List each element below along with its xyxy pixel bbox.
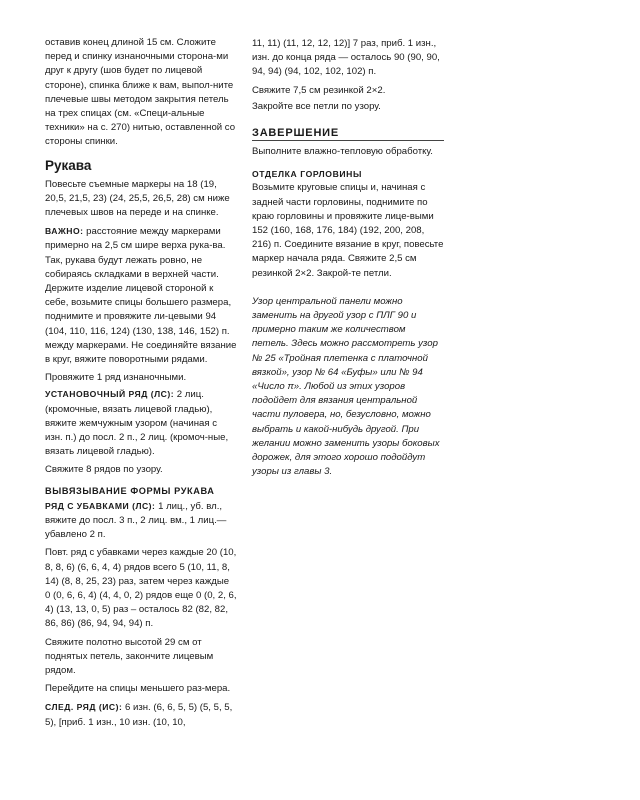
important-paragraph (45, 224, 237, 367)
setup-row-label: УСТАНОВОЧНЫЙ РЯД (ЛС): (45, 389, 175, 400)
finishing-heading: ЗАВЕРШЕНИЕ (252, 127, 340, 140)
next-row-paragraph (45, 700, 237, 729)
sleeves-heading: Рукава (45, 157, 92, 173)
intro-paragraph: оставив конец длиной 15 см. Сложите перед и спинку изнаночными сторона-ми друг к другу (шов будет по лицевой стороне), спинка ближе к вам, выпол-ните плечевые швы методом закрытия петель на трех спицах (см. «Специ-альные техники» на с. 270) нитью, оставленной со стороны спинки. (45, 37, 236, 148)
neckband-paragraph: Возьмите круговые спицы и, начиная с задней части горловины, поднимите по краю горловины и провяжите лице-выми 152 (160, 168, 176, 184) (192, 200, 208, 216) п. Соедините вязание в круг, повесьте маркер начала ряда. Свяжите 2,5 см резинкой 2×2. Закрой-те петли. (252, 182, 444, 279)
left-column (45, 36, 237, 734)
eight-rows-paragraph: Свяжите 8 рядов по узору. (45, 464, 163, 476)
markers-paragraph: Повесьте съемные маркеры на 18 (19, 20,5, 21,5, 23) (24, 25,5, 26,5, 28) см ниже плечевых швов на переде и на спинке. (45, 178, 230, 219)
continuation-paragraph: 11, 11) (11, 12, 12, 12)] 7 раз, приб. 1 изн., изн. до конца ряда — осталось 90 (90, 90, 94, 94) (94, 102, 102, 102) п. (252, 38, 440, 78)
neckband-heading: ОТДЕЛКА ГОРЛОВИНЫ (252, 169, 362, 180)
ribbing-paragraph: Свяжите 7,5 см резинкой 2×2. (252, 84, 386, 96)
pattern-note: Узор центральной панели можно заменить на другой узор с ПЛГ 90 и примерно таким же количеством петель. Здесь можно рассмотреть узор № 25 «Тройная плетенка с платочной вязкой», узор № 64 «Буфы» или № 94 «Число π». Любой из этих узоров подойдет для вязания центральной части пуловера, но, безусловно, можно выбрать и какой-нибудь другой. При желании можно заменить узоры боковых дорожек, для этого хорошо подойдут узоры из главы 3. (252, 295, 440, 478)
decrease-row-text: 1 лиц., уб. вл., вяжите до посл. 3 п., 2 лиц. вм., 1 лиц.—убавлено 2 п. (45, 500, 227, 541)
decrease-row-label: РЯД С УБАВКАМИ (ЛС): (45, 500, 156, 511)
right-column (252, 37, 444, 483)
finishing-divider (252, 140, 444, 141)
smaller-needles-paragraph: Перейдите на спицы меньшего раз-мера. (45, 683, 231, 695)
setup-row-text: 2 лиц. (кромочные, вязать лицевой гладью), вяжите жемчужным узором (начиная с изн. п.) до посл. 2 п., 2 лиц. (кромоч-ные, вязать лицевой гладью). (45, 389, 229, 458)
setup-row-paragraph (45, 387, 237, 459)
decrease-row-paragraph (45, 499, 237, 543)
length-paragraph: Свяжите полотно высотой 29 см от поднятых петель, закончите лицевым рядом. (45, 636, 214, 676)
important-label: ВАЖНО: (45, 226, 84, 237)
next-row-text: 6 изн. (6, 6, 5, 5) (5, 5, 5, 5), [приб. 1 изн., 10 изн. (10, 10, (45, 702, 233, 728)
next-row-label: СЛЕД. РЯД (ИС): (45, 702, 123, 713)
blocking-paragraph: Выполните влажно-тепловую обработку. (252, 146, 433, 158)
purl-row-paragraph: Провяжите 1 ряд изнаночными. (45, 372, 187, 384)
sleeve-shaping-heading: ВЫВЯЗЫВАНИЕ ФОРМЫ РУКАВА (45, 485, 215, 496)
repeat-decrease-paragraph: Повт. ряд с убавками через каждые 20 (10, 8, 8, 6) (6, 6, 4, 4) рядов всего 5 (10, 11, 8, 14) (8, 8, 25, 23) раз, затем через каждые 0 (0, 6, 6, 4) (4, 4, 0, 2) рядов еще 0 (0, 2, 6, 4) (13, 13, 0, 5) раз – осталось 82 (82, 82, 86, 86) (86, 94, 94, 94) п. (45, 547, 237, 630)
bindoff-paragraph: Закройте все петли по узору. (252, 100, 381, 112)
important-text: расстояние между маркерами примерно на 2,5 см шире верха рука-ва. Так, рукава будут лежать ровно, не собираясь складками в верхней части. Держите изделие лицевой стороной к себе, возьмите спицы большего размера, поднимите и провяжите ли-цевыми 94 (104, 110, 116, 124) (130, 138, 146, 152) п. между маркерами. Не соединяйте вязание в круг, вяжите поворотными рядами. (45, 226, 237, 366)
